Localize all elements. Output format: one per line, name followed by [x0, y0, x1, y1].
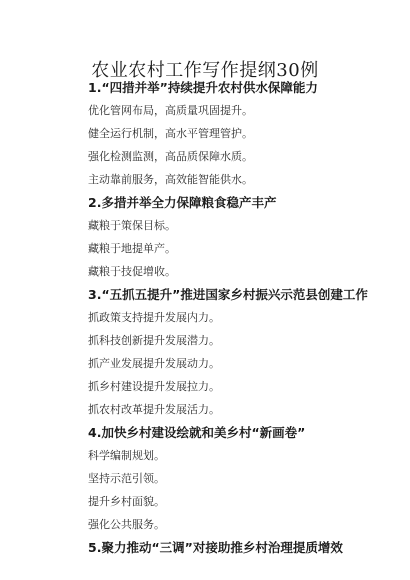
- list-item: 抓科技创新提升发展潜力。: [88, 334, 220, 347]
- list-item: 抓农村改革提升发展活力。: [88, 403, 220, 416]
- list-item: 抓产业发展提升发展动力。: [88, 357, 220, 370]
- list-item: 坚持示范引领。: [88, 472, 165, 485]
- list-item: 健全运行机制，高水平管理管护。: [88, 127, 253, 140]
- document-title: 农业农村工作写作提纲30例: [91, 60, 319, 81]
- section-heading: 2.多措并举全力保障粮食稳产丰产: [88, 195, 277, 210]
- list-item: 强化检测监测，高品质保障水质。: [88, 150, 253, 163]
- list-item: 抓政策支持提升发展内力。: [88, 311, 220, 324]
- section-heading: 1.“四措并举”持续提升农村供水保障能力: [88, 80, 318, 95]
- list-item: 藏粮于技促增收。: [88, 265, 176, 278]
- list-item: 抓乡村建设提升发展拉力。: [88, 380, 220, 393]
- section-heading: 5.聚力推动“三调”对接助推乡村治理提质增效: [88, 540, 343, 555]
- list-item: 科学编制规划。: [88, 449, 165, 462]
- list-item: 提升乡村面貌。: [88, 495, 165, 508]
- section-heading: 4.加快乡村建设绘就和美乡村“新画卷”: [88, 425, 306, 440]
- document-body: [88, 78, 388, 561]
- list-item: 优化管网布局，高质量巩固提升。: [88, 104, 253, 117]
- list-item: 强化公共服务。: [88, 518, 165, 531]
- list-item: 藏粮于策保目标。: [88, 219, 176, 232]
- list-item: 主动靠前服务，高效能智能供水。: [88, 173, 253, 186]
- section-heading: 3.“五抓五提升”推进国家乡村振兴示范县创建工作: [88, 287, 368, 302]
- list-item: 藏粮于地提单产。: [88, 242, 176, 255]
